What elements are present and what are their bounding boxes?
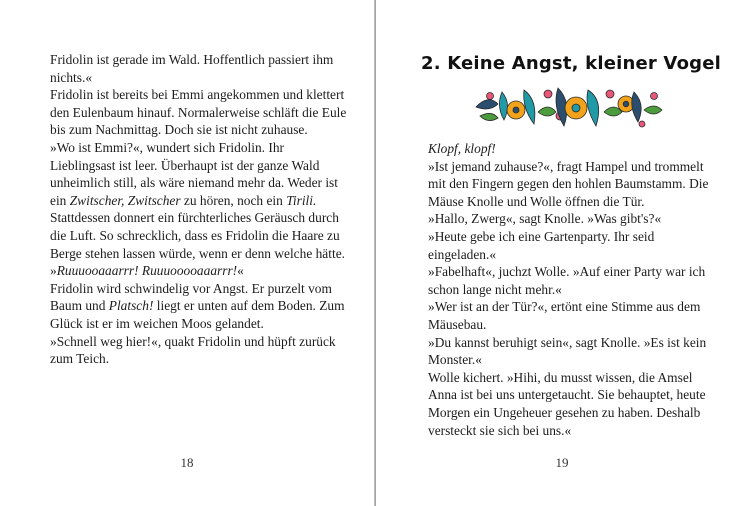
paragraph: [50, 280, 350, 333]
paragraph: [428, 228, 710, 263]
page-number-left: 18: [180, 455, 194, 470]
text-run: »Ist jemand zuhause?«, fragt Hampel und trommelt mit den Fingern gegen den hohlen Baumstamm. Die Mäuse Knolle und Wolle öffnen die Tür.: [428, 158, 709, 209]
right-page-text: [428, 140, 710, 439]
paragraph: [50, 209, 350, 262]
right-page: [376, 0, 750, 506]
text-run: «: [237, 263, 244, 279]
floral-ornament-icon: [468, 82, 668, 132]
text-run: »: [50, 263, 57, 279]
paragraph: [50, 262, 350, 280]
italic-text: Tirili.: [286, 192, 317, 208]
paragraph: [428, 334, 710, 369]
text-run: zu hören, noch ein: [180, 192, 287, 208]
text-run: Fridolin wird schwindelig vor Angst. Er purzelt vom Baum und: [50, 280, 332, 314]
text-run: »Wo ist Emmi?«, wundert sich Fridolin. Ihr Lieblingsast ist leer. Überhaupt ist der ganze Wald unheimlich still, als wäre niemand mehr da. Weder ist ein: [50, 139, 338, 208]
paragraph: [50, 333, 350, 368]
text-run: Stattdessen donnert ein fürchterliches Geräusch durch die Luft. So schrecklich, dass es Fridolin die Haare zu Berge stehen lassen würde, wenn er denn welche hätte.: [50, 210, 345, 261]
italic-text: Zwitscher, Zwitscher: [69, 192, 181, 208]
italic-text: Platsch!: [108, 298, 154, 314]
text-run: »Wer ist an der Tür?«, ertönt eine Stimme aus dem Mäusebau.: [428, 299, 701, 332]
left-page: [0, 0, 374, 506]
text-run: Fridolin ist bereits bei Emmi angekommen und klettert den Eulenbaum hinauf. Normalerweise schläft die Eule bis zum Nachmittag. Doch sie ist nicht zuhause.: [50, 87, 347, 138]
paragraph: [428, 263, 710, 298]
text-run: Fridolin ist gerade im Wald. Hoffentlich passiert ihm nichts.«: [50, 52, 334, 85]
paragraph: [50, 139, 350, 209]
paragraph: [428, 210, 710, 228]
italic-text: Ruuuooaaarrr! Ruuuooooaaarrr!: [56, 263, 238, 279]
paragraph: [50, 86, 350, 139]
paragraph: [428, 158, 710, 211]
paragraph: [428, 140, 710, 158]
text-run: »Fabelhaft«, juchzt Wolle. »Auf einer Party war ich schon lange nicht mehr.«: [428, 264, 706, 297]
text-run: »Du kannst beruhigt sein«, sagt Knolle. »Es ist kein Monster.«: [428, 334, 707, 368]
text-run: liegt er unten auf dem Boden. Zum Glück ist er im weichen Moos gelandet.: [50, 298, 345, 331]
paragraph: [428, 369, 710, 439]
left-page-text: [50, 51, 350, 368]
page-number-right: 19: [555, 455, 569, 470]
paragraph: [50, 51, 350, 86]
text-run: »Hallo, Zwerg«, sagt Knolle. »Was gibt's?«: [428, 211, 662, 227]
paragraph: [428, 298, 710, 333]
text-run: »Schnell weg hier!«, quakt Fridolin und hüpft zurück zum Teich.: [50, 333, 336, 367]
italic-text: Klopf, klopf!: [428, 141, 496, 156]
text-run: Wolle kichert. »Hihi, du musst wissen, die Amsel Anna ist bei uns untergetaucht. Sie behauptet, heute Morgen ein Ungeheuer gesehen zu haben. Deshalb versteckt sie sich bei uns.«: [428, 369, 706, 438]
text-run: »Heute gebe ich eine Gartenparty. Ihr seid eingeladen.«: [428, 228, 655, 262]
chapter-title: 2. Keine Angst, kleiner Vogel: [420, 53, 722, 74]
